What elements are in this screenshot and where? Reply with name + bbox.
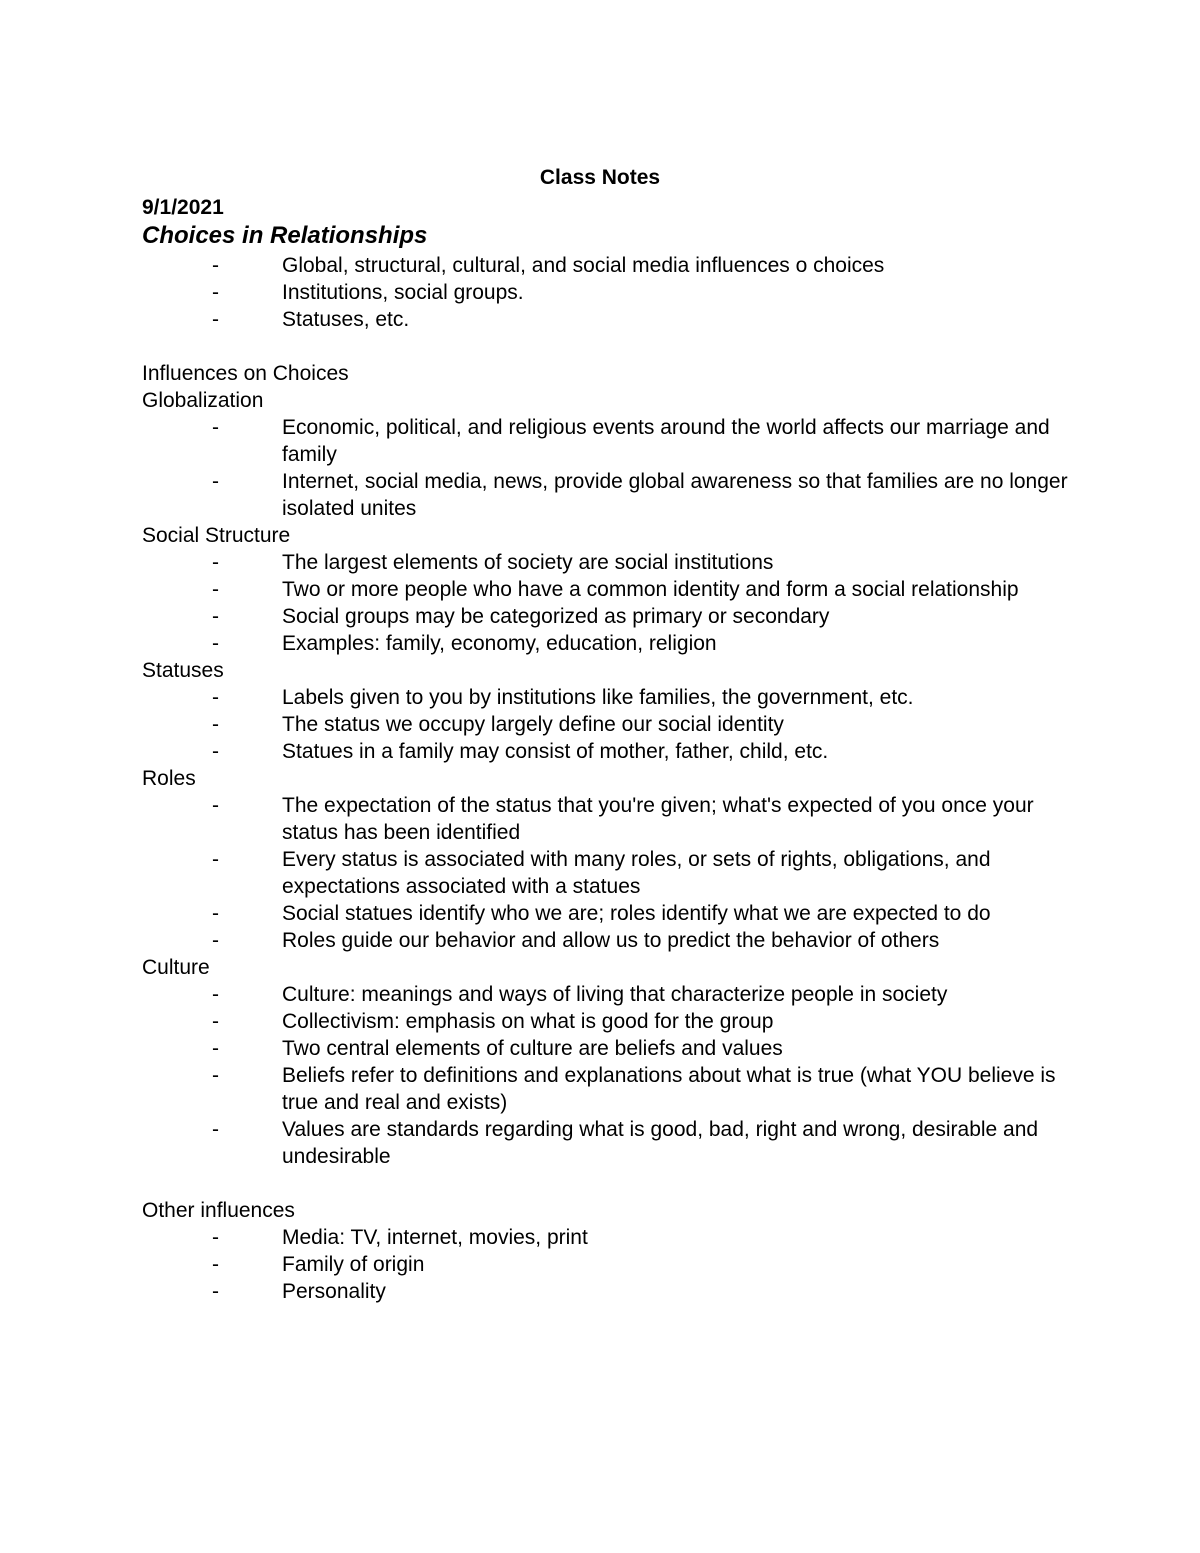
dash-marker: - (212, 578, 219, 601)
dash-marker: - (212, 1118, 219, 1141)
roles-label: Roles (142, 767, 196, 790)
dash-marker: - (212, 605, 219, 628)
dash-marker: - (212, 983, 219, 1006)
social-structure-list (142, 549, 1072, 657)
list-item (212, 1278, 1072, 1305)
list-item-text: The expectation of the status that you're given; what's expected of you once your status has been identified (282, 794, 1034, 844)
list-item (212, 279, 1072, 306)
list-item-text: Statues in a family may consist of mother, father, child, etc. (282, 740, 829, 763)
list-item (212, 927, 1072, 954)
social-structure-label: Social Structure (142, 524, 291, 547)
dash-marker: - (212, 1226, 219, 1249)
list-item (212, 1062, 1072, 1116)
list-item (212, 414, 1072, 468)
list-item (212, 792, 1072, 846)
globalization-list (142, 414, 1072, 522)
intro-list (142, 252, 1072, 333)
dash-marker: - (212, 308, 219, 331)
list-item (212, 306, 1072, 333)
dash-marker: - (212, 470, 219, 493)
list-item-text: Labels given to you by institutions like families, the government, etc. (282, 686, 914, 709)
list-item-text: Family of origin (282, 1253, 425, 1276)
dash-marker: - (212, 686, 219, 709)
list-item (212, 981, 1072, 1008)
dash-marker: - (212, 281, 219, 304)
list-item (212, 846, 1072, 900)
list-item-text: Two or more people who have a common identity and form a social relationship (282, 578, 1019, 601)
culture-label: Culture (142, 956, 210, 979)
spacer (142, 1170, 1072, 1197)
dash-marker: - (212, 902, 219, 925)
list-item-text: Media: TV, internet, movies, print (282, 1226, 588, 1249)
document-page (142, 164, 1072, 1305)
list-item-text: Collectivism: emphasis on what is good for the group (282, 1010, 774, 1033)
list-item-text: Social statues identify who we are; roles identify what we are expected to do (282, 902, 991, 925)
dash-marker: - (212, 848, 219, 871)
list-item (212, 576, 1072, 603)
list-item-text: Social groups may be categorized as primary or secondary (282, 605, 830, 628)
list-item (212, 1116, 1072, 1170)
list-item-text: Culture: meanings and ways of living that characterize people in society (282, 983, 948, 1006)
section-heading: Choices in Relationships (142, 222, 428, 249)
dash-marker: - (212, 254, 219, 277)
list-item (212, 738, 1072, 765)
dash-marker: - (212, 713, 219, 736)
roles-list (142, 792, 1072, 954)
dash-marker: - (212, 1253, 219, 1276)
dash-marker: - (212, 740, 219, 763)
dash-marker: - (212, 1280, 219, 1303)
dash-marker: - (212, 929, 219, 952)
spacer (142, 333, 1072, 360)
dash-marker: - (212, 794, 219, 817)
dash-marker: - (212, 416, 219, 439)
statuses-label: Statuses (142, 659, 224, 682)
list-item-text: The largest elements of society are social institutions (282, 551, 774, 574)
list-item (212, 1251, 1072, 1278)
document-date: 9/1/2021 (142, 196, 224, 219)
list-item (212, 603, 1072, 630)
list-item (212, 684, 1072, 711)
list-item-text: Beliefs refer to definitions and explanations about what is true (what YOU believe is true and real and exists) (282, 1064, 1056, 1114)
other-influences-list (142, 1224, 1072, 1305)
list-item (212, 252, 1072, 279)
other-influences-label: Other influences (142, 1199, 295, 1222)
globalization-label: Globalization (142, 389, 264, 412)
list-item-text: Every status is associated with many roles, or sets of rights, obligations, and expectations associated with a statues (282, 848, 991, 898)
list-item-text: Internet, social media, news, provide global awareness so that families are no longer isolated unites (282, 470, 1068, 520)
list-item (212, 711, 1072, 738)
list-item-text: Economic, political, and religious events around the world affects our marriage and family (282, 416, 1050, 466)
statuses-list (142, 684, 1072, 765)
list-item-text: Roles guide our behavior and allow us to predict the behavior of others (282, 929, 940, 952)
list-item (212, 468, 1072, 522)
list-item-text: Two central elements of culture are beliefs and values (282, 1037, 783, 1060)
list-item (212, 900, 1072, 927)
culture-list (142, 981, 1072, 1170)
document-title: Class Notes (539, 166, 661, 189)
list-item-text: Personality (282, 1280, 386, 1303)
influences-title: Influences on Choices (142, 362, 349, 385)
list-item (212, 1008, 1072, 1035)
list-item-text: Statuses, etc. (282, 308, 410, 331)
list-item-text: Examples: family, economy, education, religion (282, 632, 717, 655)
list-item-text: Institutions, social groups. (282, 281, 524, 304)
list-item (212, 549, 1072, 576)
list-item (212, 630, 1072, 657)
dash-marker: - (212, 551, 219, 574)
dash-marker: - (212, 632, 219, 655)
list-item-text: The status we occupy largely define our social identity (282, 713, 784, 736)
list-item-text: Values are standards regarding what is good, bad, right and wrong, desirable and undesirable (282, 1118, 1039, 1168)
list-item (212, 1035, 1072, 1062)
list-item (212, 1224, 1072, 1251)
list-item-text: Global, structural, cultural, and social media influences o choices (282, 254, 885, 277)
dash-marker: - (212, 1064, 219, 1087)
dash-marker: - (212, 1037, 219, 1060)
dash-marker: - (212, 1010, 219, 1033)
